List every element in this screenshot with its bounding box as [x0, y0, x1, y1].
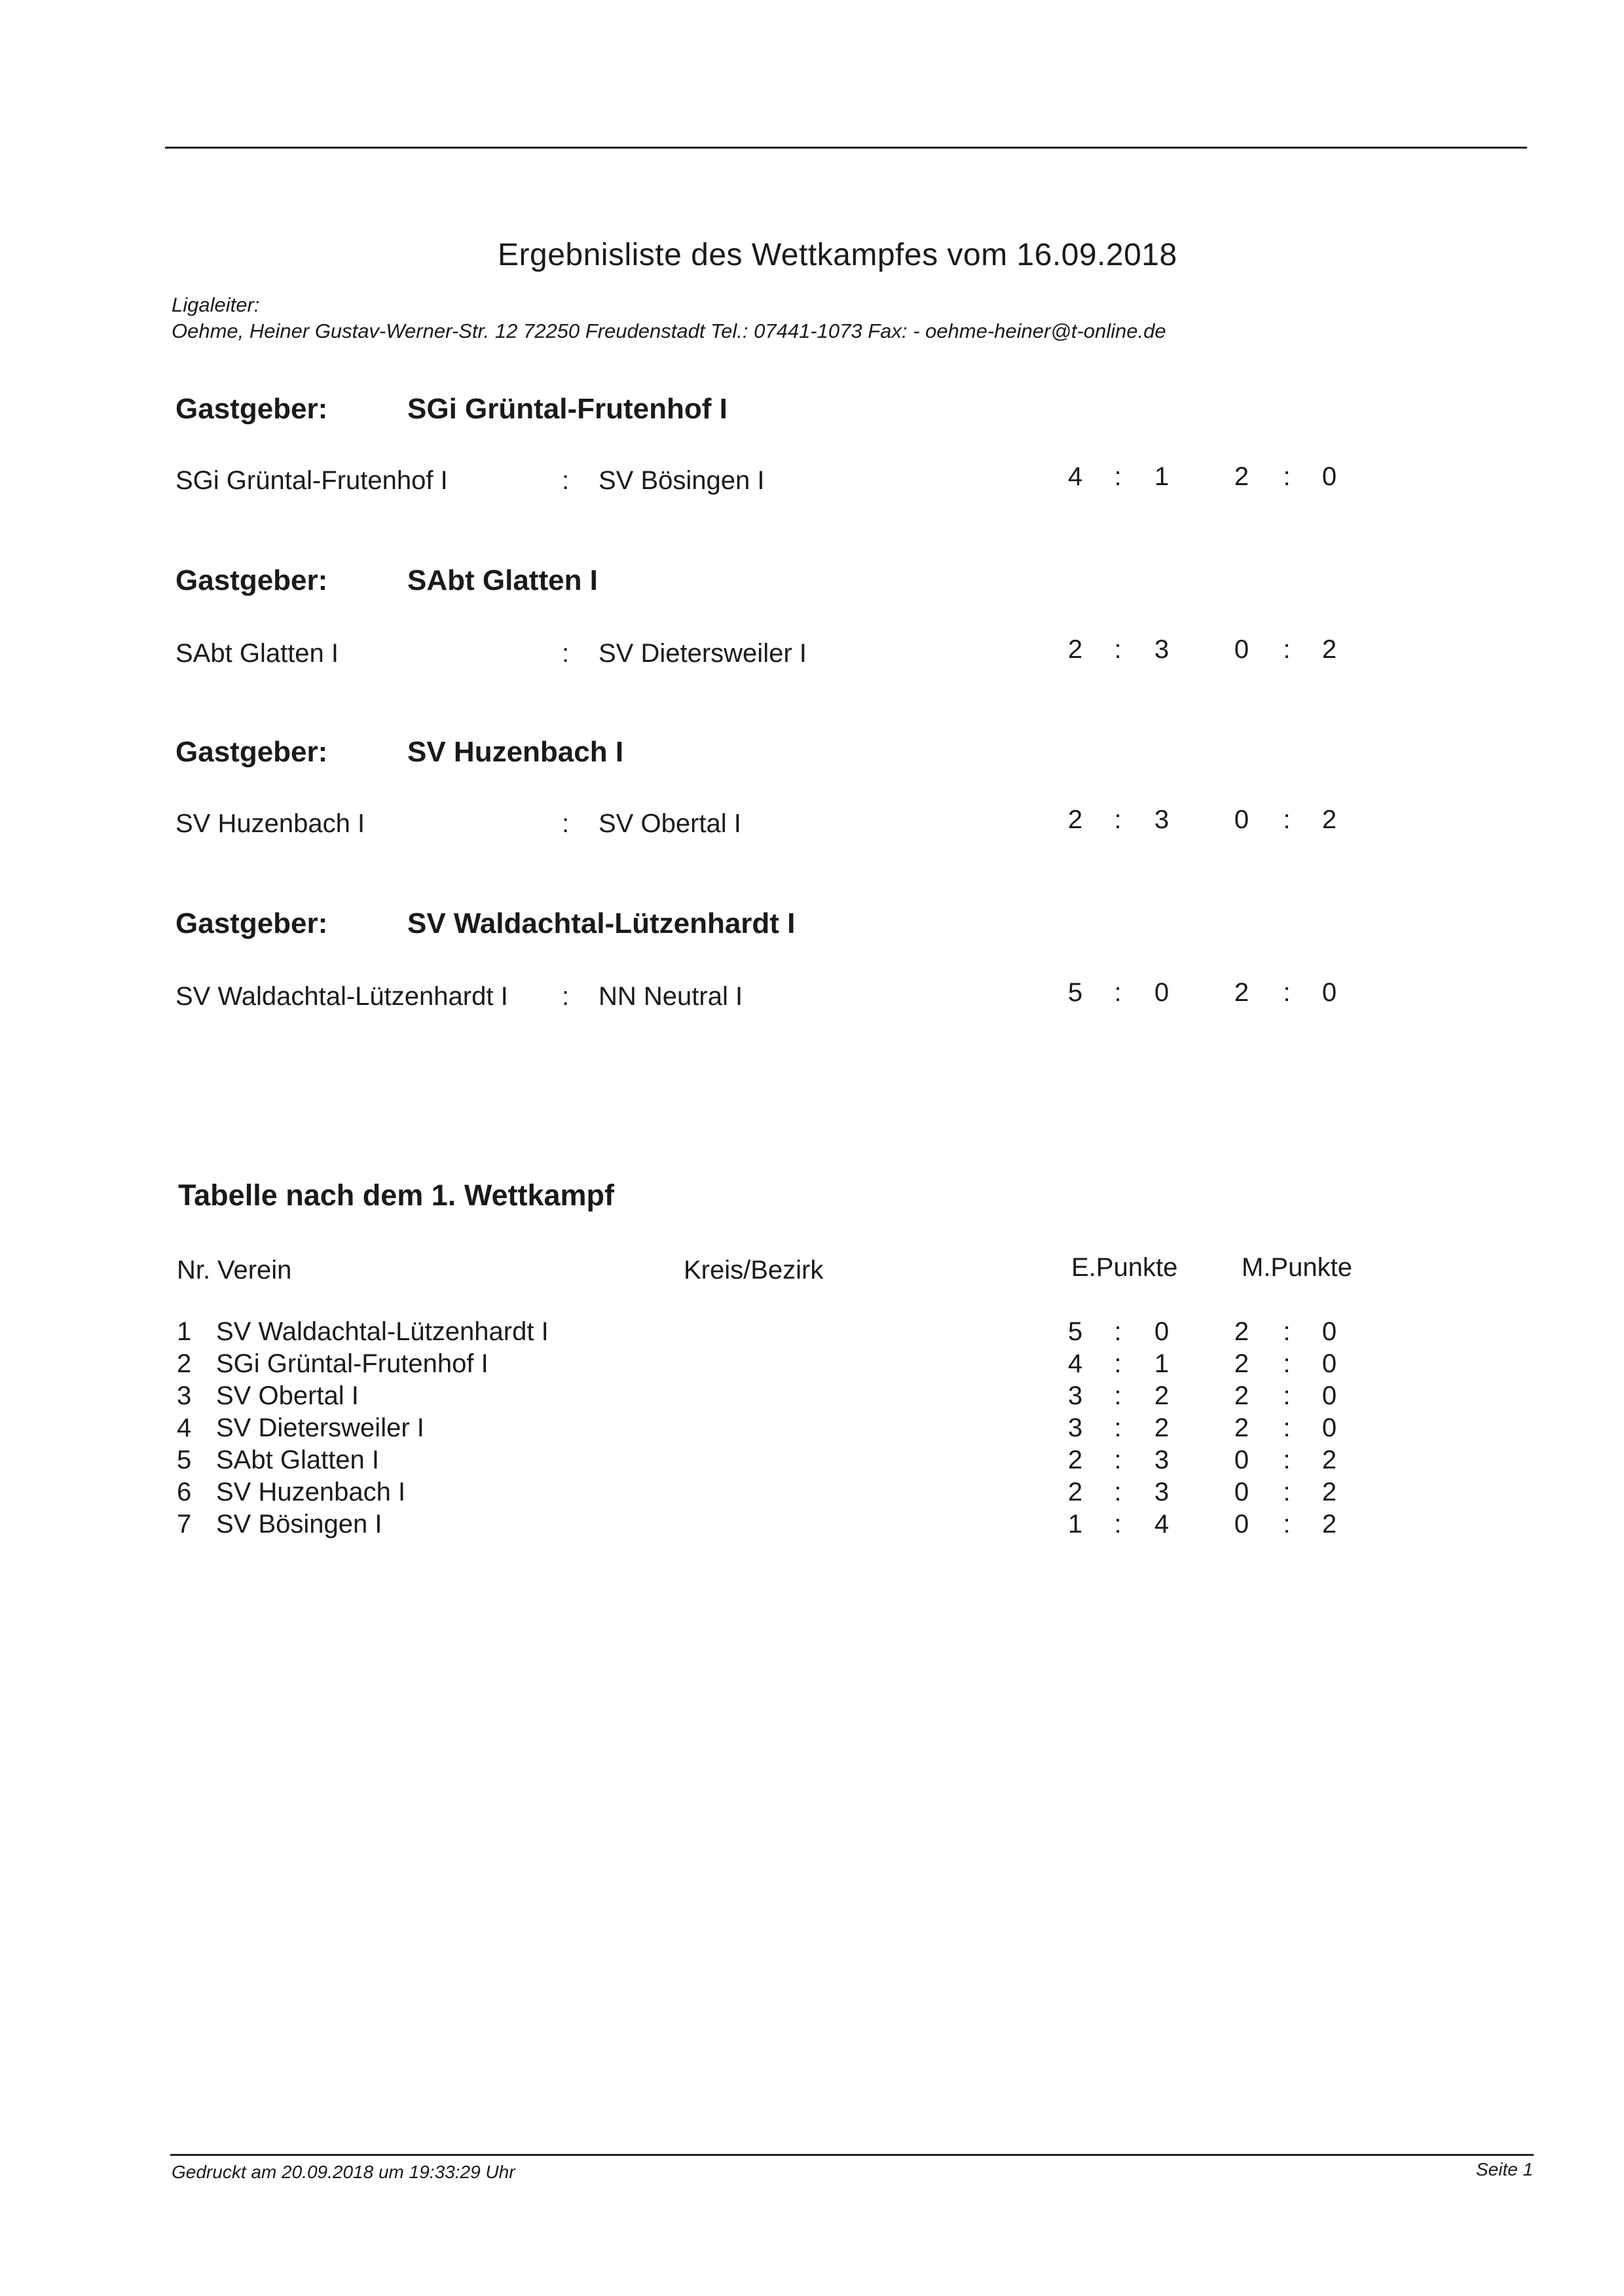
row-nr: 2 — [177, 1349, 192, 1378]
match-away-team: SV Obertal I — [599, 809, 741, 838]
match-home-team: SGi Grüntal-Frutenhof I — [175, 466, 448, 495]
row-m-colon: : — [1283, 1446, 1291, 1474]
match-e-away: 3 — [1154, 635, 1170, 664]
match-away-team: SV Dietersweiler I — [599, 639, 807, 668]
row-verein: SGi Grüntal-Frutenhof I — [216, 1349, 489, 1378]
row-e-home: 3 — [1067, 1413, 1083, 1442]
match-m-home: 0 — [1234, 805, 1249, 834]
row-nr: 5 — [177, 1446, 192, 1474]
match-m-colon: : — [1283, 805, 1291, 834]
host-name: SV Waldachtal-Lützenhardt I — [407, 907, 796, 939]
ligaleiter-details: Oehme, Heiner Gustav-Werner-Str. 12 72250 Freudenstadt Tel.: 07441-1073 Fax: - oehme-heiner@t-online.de — [172, 319, 1166, 342]
row-verein: SV Huzenbach I — [216, 1478, 406, 1506]
match-m-away: 2 — [1321, 805, 1337, 834]
row-e-home: 1 — [1067, 1510, 1083, 1539]
row-e-colon: : — [1114, 1349, 1122, 1378]
top-rule — [165, 147, 1527, 149]
row-e-colon: : — [1114, 1510, 1122, 1539]
match-away-team: SV Bösingen I — [599, 466, 765, 495]
match-e-home: 5 — [1067, 978, 1083, 1007]
row-m-home: 2 — [1234, 1413, 1249, 1442]
header-nr: Nr. — [177, 1256, 211, 1285]
row-m-away: 0 — [1321, 1317, 1337, 1346]
header-verein: Verein — [217, 1256, 292, 1285]
table-title: Tabelle nach dem 1. Wettkampf — [178, 1178, 615, 1212]
match-home-team: SV Waldachtal-Lützenhardt I — [175, 982, 508, 1011]
row-e-home: 3 — [1067, 1381, 1083, 1410]
row-e-colon: : — [1114, 1381, 1122, 1410]
match-e-colon: : — [1114, 635, 1122, 664]
host-label: Gastgeber: — [175, 393, 328, 425]
row-m-home: 2 — [1234, 1317, 1249, 1346]
row-m-colon: : — [1283, 1349, 1291, 1378]
match-home-team: SV Huzenbach I — [175, 809, 365, 838]
row-m-away: 0 — [1321, 1349, 1337, 1378]
row-e-away: 4 — [1154, 1510, 1170, 1539]
row-e-colon: : — [1114, 1413, 1122, 1442]
row-e-colon: : — [1114, 1446, 1122, 1474]
match-e-away: 0 — [1154, 978, 1170, 1007]
match-e-away: 1 — [1154, 462, 1170, 491]
row-m-away: 2 — [1321, 1478, 1337, 1506]
match-home-team: SAbt Glatten I — [175, 639, 339, 668]
match-m-home: 0 — [1234, 635, 1249, 664]
row-m-colon: : — [1283, 1478, 1291, 1506]
row-verein: SV Dietersweiler I — [216, 1413, 424, 1442]
match-e-away: 3 — [1154, 805, 1170, 834]
row-m-colon: : — [1283, 1510, 1291, 1539]
row-verein: SV Waldachtal-Lützenhardt I — [216, 1317, 549, 1346]
row-nr: 1 — [177, 1317, 192, 1346]
page-title: Ergebnisliste des Wettkampfes vom 16.09.2018 — [498, 238, 1177, 272]
row-m-away: 2 — [1321, 1446, 1337, 1474]
host-label: Gastgeber: — [175, 564, 328, 596]
row-nr: 3 — [177, 1381, 192, 1410]
row-m-home: 0 — [1234, 1510, 1249, 1539]
printed-timestamp: Gedruckt am 20.09.2018 um 19:33:29 Uhr — [172, 2162, 515, 2182]
ligaleiter-label: Ligaleiter: — [172, 293, 260, 316]
row-e-away: 3 — [1154, 1446, 1170, 1474]
match-m-home: 2 — [1234, 462, 1249, 491]
row-m-away: 2 — [1321, 1510, 1337, 1539]
match-m-away: 2 — [1321, 635, 1337, 664]
row-nr: 7 — [177, 1510, 192, 1539]
match-e-colon: : — [1114, 805, 1122, 834]
row-m-home: 0 — [1234, 1446, 1249, 1474]
match-separator: : — [562, 982, 570, 1011]
match-away-team: NN Neutral I — [599, 982, 743, 1011]
host-label: Gastgeber: — [175, 736, 328, 768]
match-separator: : — [562, 639, 570, 668]
match-e-colon: : — [1114, 978, 1122, 1007]
row-m-home: 0 — [1234, 1478, 1249, 1506]
row-e-away: 3 — [1154, 1478, 1170, 1506]
match-m-away: 0 — [1321, 978, 1337, 1007]
row-m-colon: : — [1283, 1413, 1291, 1442]
row-m-home: 2 — [1234, 1381, 1249, 1410]
row-e-away: 1 — [1154, 1349, 1170, 1378]
bottom-rule — [170, 2154, 1534, 2156]
host-name: SV Huzenbach I — [407, 736, 624, 768]
match-separator: : — [562, 466, 570, 495]
row-e-home: 4 — [1067, 1349, 1083, 1378]
match-separator: : — [562, 809, 570, 838]
row-e-away: 2 — [1154, 1381, 1170, 1410]
row-verein: SV Bösingen I — [216, 1510, 382, 1539]
row-e-away: 2 — [1154, 1413, 1170, 1442]
page-number: Seite 1 — [1476, 2159, 1534, 2179]
match-e-home: 4 — [1067, 462, 1083, 491]
row-nr: 6 — [177, 1478, 192, 1506]
match-e-home: 2 — [1067, 805, 1083, 834]
match-m-colon: : — [1283, 978, 1291, 1007]
row-m-colon: : — [1283, 1317, 1291, 1346]
row-m-away: 0 — [1321, 1381, 1337, 1410]
row-verein: SAbt Glatten I — [216, 1446, 380, 1474]
row-e-home: 2 — [1067, 1446, 1083, 1474]
host-name: SGi Grüntal-Frutenhof I — [407, 393, 728, 425]
header-kreis: Kreis/Bezirk — [684, 1256, 824, 1285]
row-m-away: 0 — [1321, 1413, 1337, 1442]
row-e-colon: : — [1114, 1317, 1122, 1346]
header-mpunkte: M.Punkte — [1242, 1253, 1352, 1282]
row-e-colon: : — [1114, 1478, 1122, 1506]
row-nr: 4 — [177, 1413, 192, 1442]
row-m-home: 2 — [1234, 1349, 1249, 1378]
row-m-colon: : — [1283, 1381, 1291, 1410]
row-e-home: 5 — [1067, 1317, 1083, 1346]
match-m-colon: : — [1283, 635, 1291, 664]
match-m-home: 2 — [1234, 978, 1249, 1007]
header-epunkte: E.Punkte — [1071, 1253, 1178, 1282]
row-e-home: 2 — [1067, 1478, 1083, 1506]
match-e-home: 2 — [1067, 635, 1083, 664]
match-m-away: 0 — [1321, 462, 1337, 491]
host-name: SAbt Glatten I — [407, 564, 598, 596]
host-label: Gastgeber: — [175, 907, 328, 939]
match-e-colon: : — [1114, 462, 1122, 491]
row-e-away: 0 — [1154, 1317, 1170, 1346]
row-verein: SV Obertal I — [216, 1381, 359, 1410]
match-m-colon: : — [1283, 462, 1291, 491]
